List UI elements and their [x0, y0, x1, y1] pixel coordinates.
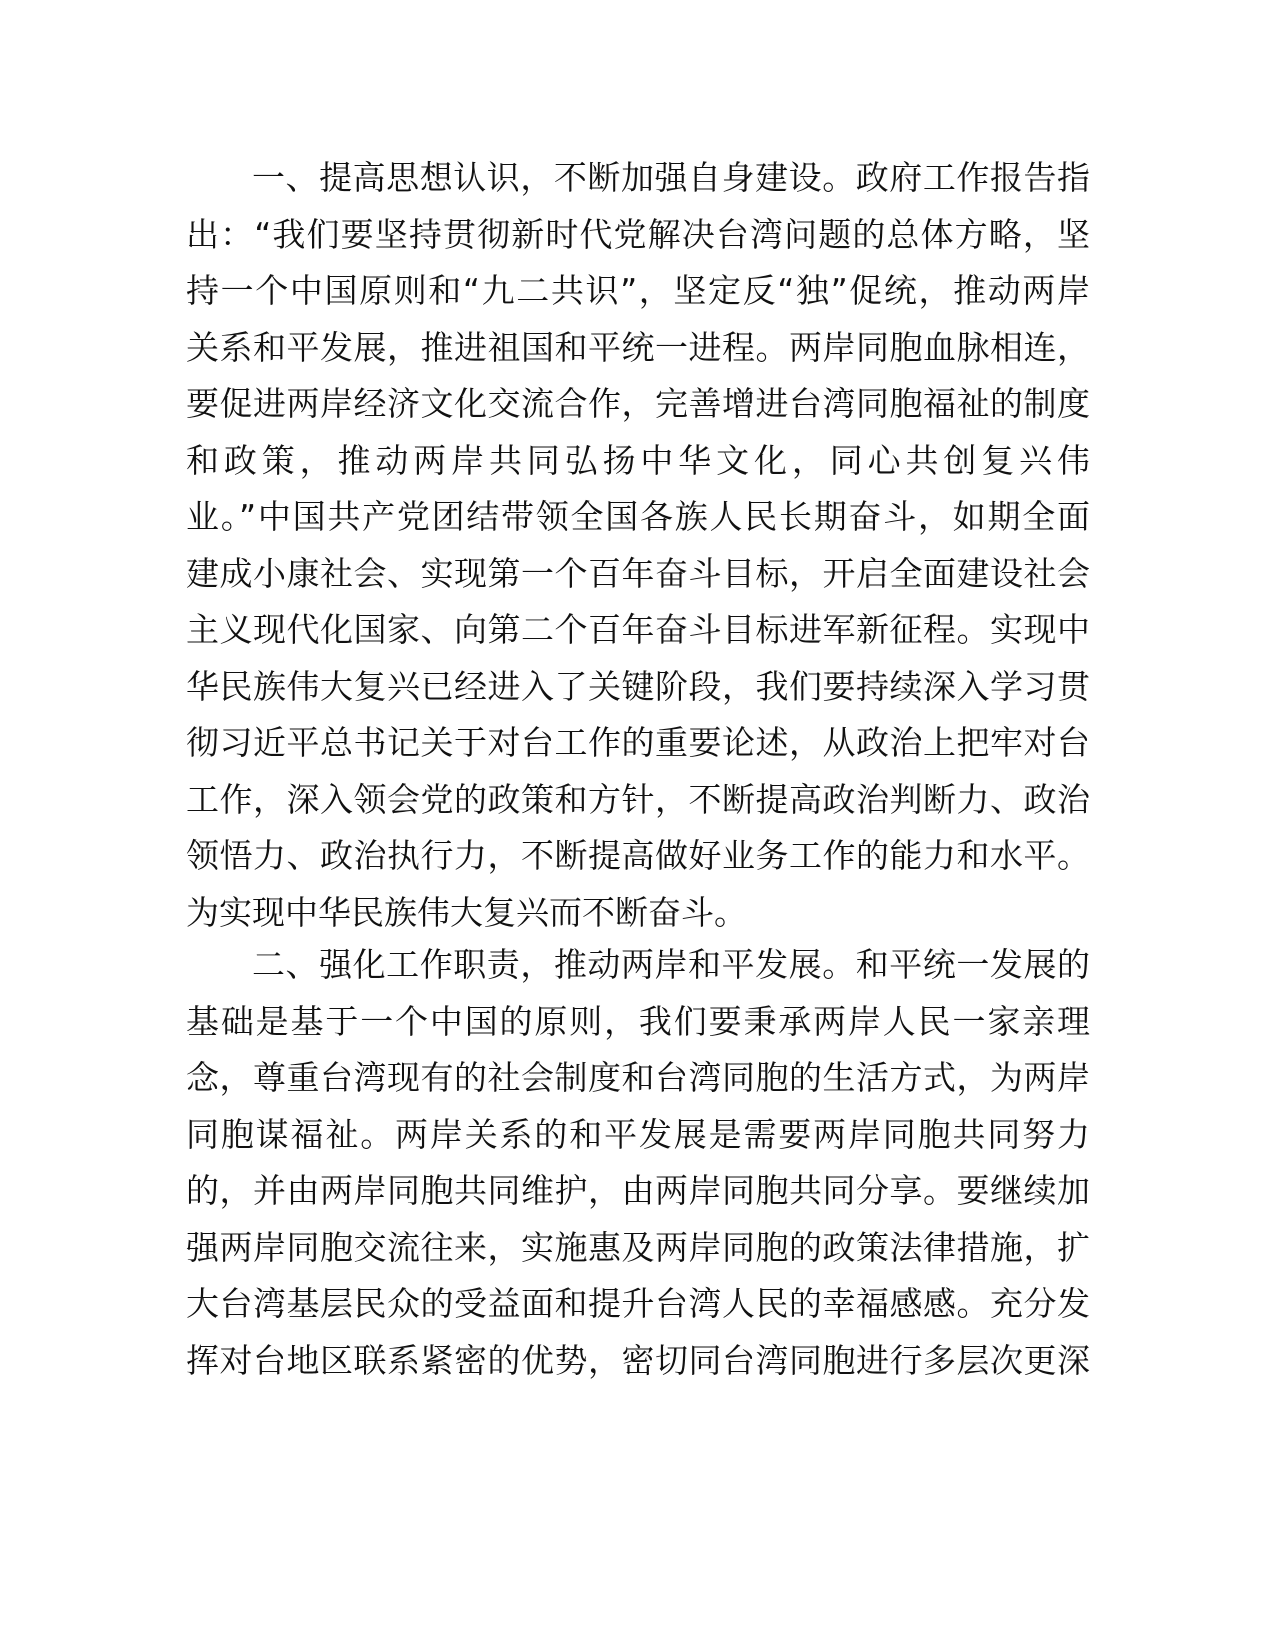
paragraph-line: 关系和平发展，推进祖国和平统一进程。两岸同胞血脉相连， [186, 327, 1090, 367]
paragraph-line: 工作，深入领会党的政策和方针，不断提高政治判断力、政治 [186, 779, 1090, 819]
paragraph-line: 业。”中国共产党团结带领全国各族人民长期奋斗，如期全面 [186, 497, 1090, 536]
paragraph-line: 的，并由两岸同胞共同维护，由两岸同胞共同分享。要继续加 [186, 1171, 1090, 1210]
paragraph-line: 挥对台地区联系紧密的优势，密切同台湾同胞进行多层次更深 [186, 1340, 1090, 1380]
paragraph-1 [186, 150, 1090, 941]
paragraph-line: 二、强化工作职责，推动两岸和平发展。和平统一发展的 [252, 945, 1090, 984]
paragraph-line: 华民族伟大复兴已经进入了关键阶段，我们要持续深入学习贯 [186, 666, 1090, 706]
paragraph-line: 持一个中国原则和“九二共识”，坚定反“独”促统，推动两岸 [186, 271, 1090, 310]
paragraph-line: 主义现代化国家、向第二个百年奋斗目标进军新征程。实现中 [186, 610, 1090, 649]
paragraph-line: 大台湾基层民众的受益面和提升台湾人民的幸福感感。充分发 [186, 1284, 1090, 1323]
paragraph-line: 为实现中华民族伟大复兴而不断奋斗。 [186, 892, 747, 932]
paragraph-line: 彻习近平总书记关于对台工作的重要论述，从政治上把牢对台 [186, 723, 1090, 762]
paragraph-line: 强两岸同胞交流往来，实施惠及两岸同胞的政策法律措施，扩 [186, 1227, 1090, 1267]
paragraph-line: 建成小康社会、实现第一个百年奋斗目标，开启全面建设社会 [186, 553, 1090, 593]
paragraph-line: 同胞谋福祉。两岸关系的和平发展是需要两岸同胞共同努力 [186, 1114, 1090, 1154]
paragraph-line: 出：“我们要坚持贯彻新时代党解决台湾问题的总体方略，坚 [186, 214, 1090, 254]
paragraph-line: 领悟力、政治执行力，不断提高做好业务工作的能力和水平。 [186, 836, 1090, 875]
paragraph-line: 和政策，推动两岸共同弘扬中华文化，同心共创复兴伟 [186, 440, 1090, 480]
paragraph-line: 要促进两岸经济文化交流合作，完善增进台湾同胞福祉的制度 [186, 384, 1090, 423]
paragraph-2 [186, 937, 1090, 1389]
paragraph-line: 念，尊重台湾现有的社会制度和台湾同胞的生活方式，为两岸 [186, 1058, 1090, 1097]
paragraph-line: 基础是基于一个中国的原则，我们要秉承两岸人民一家亲理 [186, 1001, 1090, 1041]
paragraph-line: 一、提高思想认识，不断加强自身建设。政府工作报告指 [252, 158, 1090, 197]
